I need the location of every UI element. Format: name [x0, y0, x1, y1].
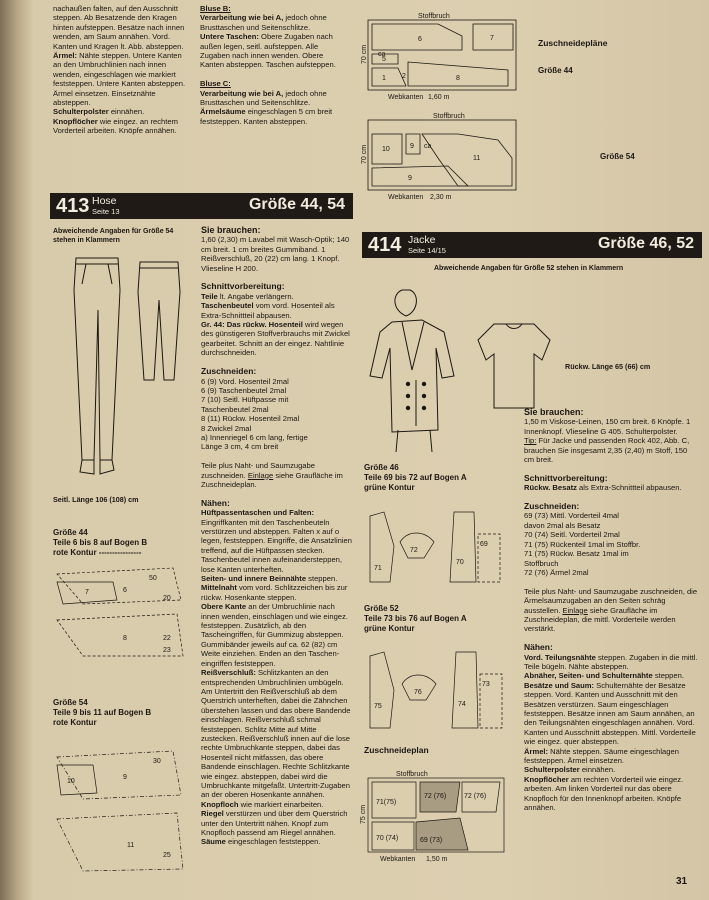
plan-stoffbruch: Stoffbruch [396, 771, 428, 778]
button-icon [406, 406, 410, 410]
label-9: 9 [123, 774, 127, 781]
size-44-teile: Teile 6 bis 8 auf Bogen B [53, 538, 148, 547]
tip-label: Tip: [524, 436, 537, 446]
bluse-b-heading: Bluse B: [200, 4, 231, 13]
plan2-stoffbruch: Stoffbruch [433, 113, 465, 120]
zuschneiden-list: 6 (9) Vord. Hosenteil 2mal 6 (9) Taschenbeutel 2mal 7 (10) Seitl. Hüftpasse mit Taschenbeutel 2mal 8 (11) Rückw. Hosenteil 2mal 8 Zwickel 2mal a) Innenriegel 6 cm lang, fertige Länge 3 cm, 4 cm breit [201, 376, 308, 452]
plan1-label-8: 8 [456, 75, 460, 82]
schnittvorbereitung-heading: Schnittvorbereitung: [201, 281, 285, 292]
top-mid-text [200, 4, 348, 126]
label-76: 76 [414, 689, 422, 696]
plan-label-70-74: 70 (74) [376, 835, 399, 842]
trousers-illustration [58, 250, 193, 480]
text: wie eingez. an rechtem Vorderteil arbeiten. Knöpfe annähen. [53, 116, 178, 136]
text: einnähen. [579, 765, 616, 775]
text: am rechten Vorderteil wie eingez. arbeiten. Am linken Vorderteil nur das obere Knopfloch für den Innenknopf arbeiten. Knöpfe annähen. [524, 774, 684, 813]
heading: Mittelnaht [201, 583, 237, 593]
pattern-name: Hose [92, 195, 117, 207]
text: wie markiert einarbeiten. [238, 799, 324, 809]
text: wird wegen des günstigeren Stoffverbrauchs mit Zwickel gearbeitet. Schnitt an der eingez. Nahtlinie durchschneiden. [201, 320, 350, 358]
zuschneiden-heading: Zuschneiden: [201, 366, 257, 377]
heading: Säume [201, 837, 226, 847]
rueckw-laenge: Rückw. Länge 65 (66) cm [565, 362, 651, 371]
bluse-c-heading: Bluse C: [200, 79, 231, 89]
pattern-size: Größe 44, 54 [248, 196, 345, 213]
heading: Knopflöcher [524, 774, 569, 784]
jacket-lapel [402, 322, 424, 370]
heading: Besätze und Saum: [524, 680, 595, 690]
button-icon [406, 394, 410, 398]
heading: Verarbeitung wie bei A, [200, 13, 284, 23]
text: eingeschlagen 5 cm breit feststeppen. Kanten absteppen. [200, 107, 333, 126]
text: Schlitzkanten an den entsprechenden Umbruchlinien umbügeln. Am Untertritt den Reißverschluß ab dem Querstrich unterheften, dabei die Zähnchen überstehen lassen und das obere Bandende einschlagen. Reißverschluß schmal feststeppen. Schlitz Mitte auf Mitte zustecken. Reißverschluß innen auf die lose rechte Umbruchkante steppen, dabei das Hosenteil nicht mitfassen, das obere Bandende einschlagen. Rechte Schlitzkante wie eingez. absteppen, dabei wird die Umbruchkante mitgefaßt. Untertritt-Zugaben an der oberen Hosenkante annähen. [201, 668, 351, 800]
model-head [395, 290, 416, 316]
plan2-length: 2,30 m [430, 194, 452, 200]
heading: Vord. Teilungsnähte [524, 652, 596, 662]
plan-size-44: Größe 44 [538, 66, 573, 75]
trousers-front [74, 258, 120, 460]
heading: Taschenbeutel [201, 301, 254, 311]
label-69: 69 [480, 541, 488, 548]
plan-length: 1,50 m [426, 856, 448, 863]
pattern-sheet-52 [364, 646, 514, 732]
plan1-webkanten: Webkanten [388, 94, 424, 101]
jacket-front [370, 320, 454, 432]
heading: Knopflöcher [53, 116, 98, 126]
size-46-kontur: grüne Kontur [364, 483, 415, 492]
plan2-webkanten: Webkanten [388, 194, 424, 200]
button-icon [422, 406, 426, 410]
plan-label-72-76: 72 (76) [464, 793, 487, 800]
heading: Schulterpolster [524, 765, 580, 775]
plan1-stoffbruch: Stoffbruch [418, 13, 450, 20]
text: vom vord. Schlitzzeichen bis zur rückw. Hosenkante steppen. [201, 583, 348, 602]
cutting-plan-414 [356, 768, 516, 864]
piece-76-outline [402, 675, 436, 700]
pattern-number: 414 [368, 234, 402, 256]
size-54-label: Größe 54 [53, 698, 88, 707]
text: steppen. Zugaben in die mittl. Teile bügeln. Nähte absteppen. [524, 652, 698, 671]
zuschneideplaene-title: Zuschneidepläne [538, 38, 608, 48]
plan1-width: 70 cm [361, 44, 368, 64]
heading: Reißverschluß: [201, 668, 256, 678]
model-legs [396, 430, 432, 452]
naehen-heading: Nähen: [524, 642, 553, 653]
naehen-heading: Nähen: [201, 497, 230, 508]
sie-brauchen-heading: Sie brauchen: [201, 225, 261, 235]
s414-text [524, 408, 698, 812]
abweichend-414: Abweichende Angaben für Größe 52 stehen in Klammern [434, 265, 624, 272]
text: Nähte steppen. Untere Kanten an den Umbruchlinien nach innen wenden, eingeschlagen wie markiert feststeppen. Untere Kanten absteppen. Ärmel einsetzen. Einsetznähte absteppen. [53, 51, 186, 108]
plan1-length: 1,60 m [428, 94, 450, 101]
jacket-back [478, 324, 550, 408]
plan2-piece-11 [422, 134, 512, 186]
shoes [80, 460, 114, 474]
text: jedoch ohne Brusttaschen und Seitenschlitze. [200, 88, 327, 108]
plan1-label-5: 5 [382, 56, 386, 63]
plan2-label-ca: ca [424, 143, 432, 150]
plan2-label-11: 11 [473, 155, 481, 162]
einlage-link: Einlage [247, 470, 274, 480]
piece-69-73 [416, 818, 468, 850]
label-72: 72 [410, 547, 418, 554]
s413-text [201, 226, 353, 847]
plan1-label-2: 2 [402, 73, 406, 80]
banner-413 [50, 193, 353, 219]
plan-label-71-75: 71(75) [376, 799, 397, 806]
size-46-label: Größe 46 [364, 463, 399, 472]
text: Nähte steppen. Säume eingeschlagen feststeppen. Ärmel einsetzen. [524, 746, 679, 766]
plan1-piece-8 [408, 62, 508, 86]
text: Obere Zugaben nach außen legen, seitl. aufsteppen. Alle Zugaben nach innen wenden. Obere Kanten absteppen. Taschen aufsteppen. [200, 32, 336, 70]
label-50: 50 [149, 575, 157, 582]
heading: Untere Taschen: [200, 32, 259, 42]
piece-72-outline [400, 533, 434, 558]
text: Teile plus Naht- und Saumzugabe zuschneiden, die Ärmelsaumzugaben an den Seiten schräg ausstellen. [524, 586, 698, 615]
plan1-label-6: 6 [418, 36, 422, 43]
label-6: 6 [123, 587, 127, 594]
label-73: 73 [482, 681, 490, 688]
top-left-text [53, 4, 188, 136]
plan-label-69-73: 69 (73) [420, 837, 443, 844]
plan-size-54: Größe 54 [600, 152, 635, 161]
label-11: 11 [127, 842, 135, 849]
zuschneiden-heading: Zuschneiden: [524, 501, 580, 512]
size-44-label: Größe 44 [53, 528, 88, 537]
heading: Teile [201, 291, 218, 301]
pattern-sheet-44 [53, 560, 193, 660]
hemd-a-text: nachaußen falten, auf den Ausschnitt steppen. Ab Besatzende den Kragen hinten aufsteppen. Besätze nach innen wenden, am Saum annähen. Vord. Kanten und Kragen lt. Abb. absteppen. [53, 4, 185, 51]
pockets [82, 264, 112, 284]
plan2-label-9: 9 [408, 175, 412, 182]
heading: Ärmel: [524, 746, 549, 756]
text: lt. Angabe verlängern. [217, 291, 294, 301]
size-52-teile: Teile 73 bis 76 auf Bogen A [364, 614, 467, 623]
size-52-label: Größe 52 [364, 604, 399, 613]
text: einnähen. [108, 107, 145, 117]
piece-9-outline [57, 751, 181, 799]
label-7: 7 [85, 589, 89, 596]
page-number: 31 [676, 876, 688, 887]
piece-74-outline [452, 652, 478, 728]
cutting-plan-top [358, 8, 538, 200]
button-icon [406, 382, 410, 386]
trousers-back [138, 262, 180, 380]
plan1-fabric [368, 20, 516, 90]
heading: Ärmel: [53, 51, 78, 61]
label-20: 20 [163, 595, 171, 602]
size-54-teile: Teile 9 bis 11 auf Bogen B [53, 708, 152, 717]
text: eingeschlagen feststeppen. [225, 837, 321, 847]
piece-10-outline [57, 765, 97, 795]
label-10: 10 [67, 778, 75, 785]
label-75: 75 [374, 703, 382, 710]
plan2-piece-9 [372, 166, 468, 186]
text: Eingriffkanten mit den Taschenbeuteln verstürzen und absteppen. Falten x auf o legen, feststeppen. Eingriffe, die Ansatzlinien treffend, auf die Hüftpassen stecken. Taschenbeutel innen aufeinandersteppen, lose Kanten unterheften. [201, 517, 352, 574]
piece-11-outline [57, 813, 183, 871]
plan-label-72-76b: 72 (76) [424, 793, 447, 800]
text: als Extra-Schnittteil abpausen. [576, 483, 682, 493]
pattern-page: Seite 13 [92, 207, 120, 216]
sie-brauchen-text: 1,60 (2,30) m Lavabel mit Wasch-Optik; 140 cm breit. 1 cm breites Gummiband. 1 Reißverschluß, 20 (22) cm lang. 1 Knopf. Vlieseline H 200. [201, 235, 350, 273]
piece-70-outline [450, 512, 476, 582]
text: steppen. [306, 574, 338, 584]
plan1-label-7: 7 [490, 35, 494, 42]
sie-brauchen-heading: Sie brauchen: [524, 407, 584, 417]
text: siehe Graufläche im Zuschneideplan, die mittl. Vorderteile werden verstärkt. [524, 605, 676, 634]
heading: Schulterpolster [53, 107, 109, 117]
size-46-teile: Teile 69 bis 72 auf Bogen A [364, 473, 467, 482]
label-74: 74 [458, 701, 466, 708]
back-neckline [506, 324, 522, 329]
label-25: 25 [163, 852, 171, 859]
heading: Rückw. Besatz [524, 483, 577, 493]
size-54-kontur: rote Kontur [53, 718, 97, 727]
label-8: 8 [123, 635, 127, 642]
text: an der Umbruchlinie nach innen wenden, einschlagen und wie eingez. feststeppen. Zusätzlich, ab den Tascheingriffen, für Gummizug absteppen. Gummibänder jeweils auf ca. 62 (82) cm Weite einziehen. Enden an den Taschen-eingriffen feststeppen. [201, 602, 348, 668]
heading: Obere Kante [201, 602, 247, 612]
heading: Seiten- und innere Beinnähte [201, 574, 307, 584]
pattern-size: Größe 46, 52 [597, 235, 694, 252]
button-icon [422, 394, 426, 398]
pattern-sheet-46 [364, 506, 514, 586]
zuschneideplan-title: Zuschneideplan [364, 745, 429, 755]
einlage-link: Einlage [562, 605, 588, 615]
plan2-label-10: 10 [382, 146, 390, 153]
size-52-kontur: grüne Kontur [364, 624, 415, 633]
heading: Verarbeitung wie bei A, [200, 88, 284, 98]
abweichend-413: Abweichende Angaben für Größe 54 stehen in Klammern [53, 228, 174, 244]
text: verstürzen und über dem Querstrich unter den Untertritt nähen. Knopf zum Knopfloch passend am Riegel annähen. [201, 809, 348, 837]
label-71: 71 [374, 565, 382, 572]
plan-width: 75 cm [360, 804, 367, 824]
label-22: 22 [163, 635, 171, 642]
text: Schulternähte der Besätze steppen. Vord. Kanten und Ausschnitt mit den Besätzen verstürzen. Saum eingeschlagen feststeppen. Besätze innen am Saum annähen, an den Teilungsnähten eingeschlagen annähen. Vord. Kanten und Ausschnitt absteppen. Mittl. Vorderteile wie eingez. quer absteppen. [524, 680, 696, 747]
plan-webkanten: Webkanten [380, 856, 416, 863]
pattern-name: Jacke [408, 234, 436, 246]
label-70: 70 [456, 559, 464, 566]
plan1-piece-1 [372, 68, 406, 86]
pattern-number: 413 [56, 195, 90, 217]
text: steppen. [652, 671, 684, 681]
heading: Abnäher, Seiten- und Schulternähte [524, 671, 653, 681]
schnittvorbereitung-heading: Schnittvorbereitung: [524, 472, 608, 483]
text: siehe Graufläche im Zuschneideplan. [201, 470, 343, 489]
plan2-label-9a: 9 [410, 143, 414, 150]
label-30: 30 [153, 758, 161, 765]
label-23: 23 [163, 647, 171, 654]
piece-75-outline [370, 652, 394, 728]
text: Teile plus Naht- und Saumzugabe zuschneiden. [201, 461, 315, 480]
heading: Hüftpassentaschen und Falten: [201, 508, 315, 518]
zuschneiden-list: 69 (73) Mittl. Vorderteil 4mal davon 2mal als Besatz 70 (74) Seitl. Vorderteil 2mal 71 (75) Rückenteil 1mal im Stoffbr. 71 (75) Rückw. Besatz 1mal im Stoffbruch 72 (76) Ärmel 2mal [524, 511, 641, 577]
plan1-label-1: 1 [382, 75, 386, 82]
button-icon [422, 382, 426, 386]
size-44-kontur: rote Kontur ---------------- [53, 548, 142, 557]
sie-brauchen-text: 1,50 m Viskose-Leinen, 150 cm breit. 6 Knöpfe. 1 Innenknopf. Vlieseline G 405. Schulterpolster. [524, 417, 691, 436]
heading: Knopfloch [201, 799, 239, 809]
plan1-piece-6 [372, 24, 462, 50]
pattern-sheet-54 [53, 735, 193, 875]
seitl-laenge: Seitl. Länge 106 (108) cm [53, 495, 139, 504]
tip-text: Für Jacke und passenden Rock 402, Abb. C, brauchen Sie insgesamt 2,35 (2,40) m Stoff, 150 cm breit. [524, 436, 690, 465]
text: vom vord. Hosenteil als Extra-Schnittteil abpausen. [201, 301, 335, 320]
plan1-label-ca: ca [378, 51, 386, 58]
heading: Ärmelsäume [200, 107, 246, 117]
plan2-fabric [368, 120, 516, 190]
pattern-page: Seite 14/15 [408, 246, 446, 255]
heading: Gr. 44: Das rückw. Hosenteil [201, 320, 303, 330]
banner-414 [362, 232, 702, 258]
heading: Riegel [201, 809, 224, 819]
plan2-width: 70 cm [361, 144, 368, 164]
text: jedoch ohne Brusttaschen und Seitenschlitze. [200, 13, 327, 32]
